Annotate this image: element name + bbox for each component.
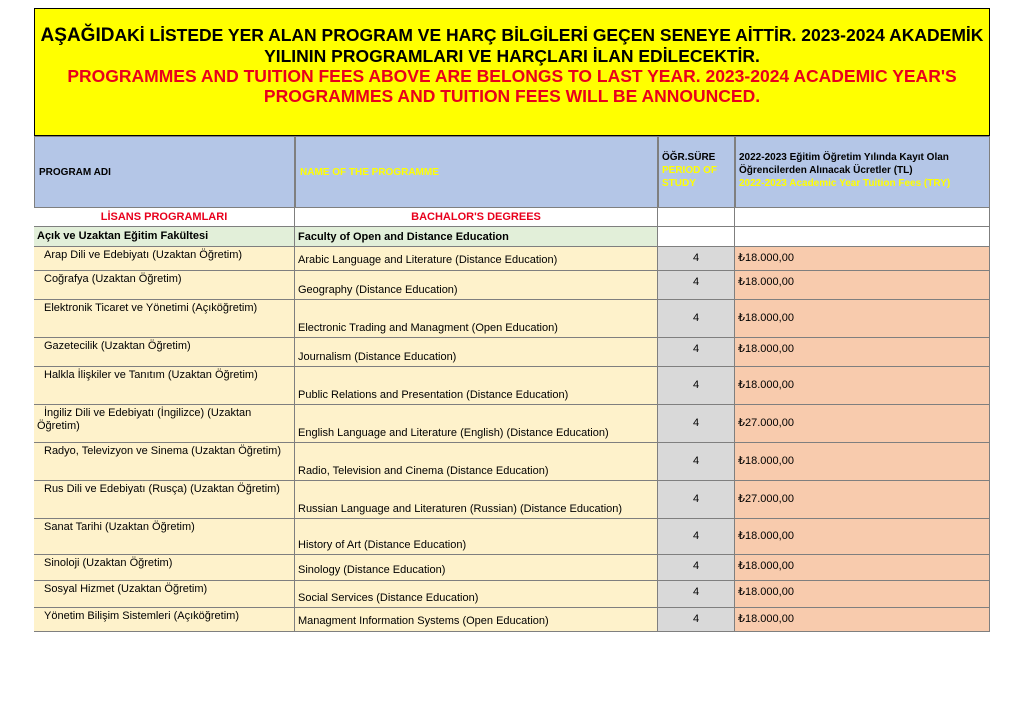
header-period-tr-label: ÖĞR.SÜRE xyxy=(662,152,716,163)
program-en-label: Public Relations and Presentation (Distance Education) xyxy=(298,389,569,401)
program-years-value: 4 xyxy=(692,530,700,542)
table-row-program-en xyxy=(295,367,658,405)
program-fee-value: ₺18.000,00 xyxy=(738,455,794,467)
program-tr-label: Sinoloji (Uzaktan Öğretim) xyxy=(44,557,173,569)
program-tr-label: Halkla İlişkiler ve Tanıtım (Uzaktan Öğretim) xyxy=(44,369,258,381)
table-row-fee xyxy=(735,338,990,367)
notice-turkish-lead: AŞAĞID xyxy=(40,25,115,46)
program-fee-value: ₺27.000,00 xyxy=(738,493,794,505)
table-row-period xyxy=(658,300,735,338)
program-tr-label: Rus Dili ve Edebiyatı (Rusça) (Uzaktan Öğretim) xyxy=(44,483,280,495)
program-fee-value: ₺18.000,00 xyxy=(738,613,794,625)
table-row-fee xyxy=(735,300,990,338)
program-tr-label: İngiliz Dili ve Edebiyatı (İngilizce) (Uzaktan Öğretim) xyxy=(37,407,252,432)
section-cell-tr xyxy=(34,208,295,227)
section-cell-period xyxy=(658,208,735,227)
table-row-program-en xyxy=(295,481,658,519)
faculty-cell-tr xyxy=(34,227,295,247)
header-program-en xyxy=(295,136,658,208)
table-row-fee xyxy=(735,247,990,271)
header-program-tr xyxy=(34,136,295,208)
table-row-fee xyxy=(735,481,990,519)
table-row-program-tr xyxy=(34,405,295,443)
table-row-fee xyxy=(735,367,990,405)
table-row-fee xyxy=(735,555,990,581)
program-tr-label: Coğrafya (Uzaktan Öğretim) xyxy=(44,273,182,285)
program-years-value: 4 xyxy=(692,493,700,505)
table-row-period xyxy=(658,555,735,581)
program-fee-value: ₺18.000,00 xyxy=(738,530,794,542)
table-row-period xyxy=(658,367,735,405)
program-years-value: 4 xyxy=(692,252,700,264)
faculty-cell-fee xyxy=(735,227,990,247)
table-row-program-en xyxy=(295,247,658,271)
program-fee-value: ₺18.000,00 xyxy=(738,560,794,572)
table-row-fee xyxy=(735,608,990,632)
program-en-label: Russian Language and Literaturen (Russian) (Distance Education) xyxy=(298,503,623,515)
notice-banner xyxy=(34,8,990,136)
section-cell-fee xyxy=(735,208,990,227)
program-en-label: Journalism (Distance Education) xyxy=(298,351,457,363)
table-row-program-en xyxy=(295,271,658,300)
program-en-label: Managment Information Systems (Open Education) xyxy=(298,615,549,627)
program-fee-value: ₺18.000,00 xyxy=(738,343,794,355)
table-row-program-en xyxy=(295,608,658,632)
program-years-value: 4 xyxy=(692,417,700,429)
table-row-period xyxy=(658,481,735,519)
program-fee-value: ₺27.000,00 xyxy=(738,417,794,429)
header-program-tr-label: PROGRAM ADI xyxy=(39,167,111,178)
header-fee-tr-label: 2022-2023 Eğitim Öğretim Yılında Kayıt Olan Öğrencilerden Alınacak Ücretler (TL) xyxy=(739,152,949,176)
program-en-label: Arabic Language and Literature (Distance Education) xyxy=(298,254,558,266)
program-years-value: 4 xyxy=(692,560,700,572)
program-tr-label: Sosyal Hizmet (Uzaktan Öğretim) xyxy=(44,583,208,595)
program-tr-label: Yönetim Bilişim Sistemleri (Açıköğretim) xyxy=(44,610,239,622)
table-row-fee xyxy=(735,271,990,300)
program-fee-value: ₺18.000,00 xyxy=(738,252,794,264)
table-row-fee xyxy=(735,519,990,555)
table-row-program-tr xyxy=(34,247,295,271)
program-years-value: 4 xyxy=(692,312,700,324)
faculty-en-label: Faculty of Open and Distance Education xyxy=(298,231,509,243)
table-row-period xyxy=(658,271,735,300)
table-row-program-tr xyxy=(34,581,295,608)
header-fee-en-label: 2022-2023 Academic Year Tuition Fees (TRY) xyxy=(739,178,951,189)
section-tr-label: LİSANS PROGRAMLARI xyxy=(100,211,228,223)
notice-english: PROGRAMMES AND TUITION FEES ABOVE ARE BELONGS TO LAST YEAR. 2023-2024 ACADEMIC YEAR'S PROGRAMMES AND TUITION FEES WILL BE ANNOUNCED. xyxy=(67,66,957,106)
program-en-label: Geography (Distance Education) xyxy=(298,284,458,296)
program-en-label: Sinology (Distance Education) xyxy=(298,564,446,576)
table-row-program-tr xyxy=(34,608,295,632)
table-row-period xyxy=(658,608,735,632)
table-row-period xyxy=(658,338,735,367)
program-tr-label: Elektronik Ticaret ve Yönetimi (Açıköğretim) xyxy=(44,302,258,314)
notice-turkish-rest: AKİ LİSTEDE YER ALAN PROGRAM VE HARÇ BİLGİLERİ GEÇEN SENEYE AİTTİR. 2023-2024 AKADEMİK YILININ PROGRAMLARI VE HARÇLARI İLAN EDİLECEKTİR. xyxy=(114,25,984,66)
faculty-tr-label: Açık ve Uzaktan Eğitim Fakültesi xyxy=(37,230,209,242)
table-row-program-tr xyxy=(34,338,295,367)
header-program-en-label: NAME OF THE PROGRAMME xyxy=(300,167,439,178)
header-period-en-label: PERIOD OF STUDY xyxy=(662,165,718,189)
table-row-program-tr xyxy=(34,555,295,581)
table-row-program-tr xyxy=(34,519,295,555)
table-row-fee xyxy=(735,405,990,443)
program-en-label: English Language and Literature (English) (Distance Education) xyxy=(298,427,609,439)
header-fee xyxy=(735,136,990,208)
table-row-period xyxy=(658,519,735,555)
table-row-program-tr xyxy=(34,443,295,481)
table-row-program-tr xyxy=(34,300,295,338)
program-tr-label: Sanat Tarihi (Uzaktan Öğretim) xyxy=(44,521,195,533)
table-row-program-en xyxy=(295,555,658,581)
program-years-value: 4 xyxy=(692,455,700,467)
program-years-value: 4 xyxy=(692,276,700,288)
table-row-program-en xyxy=(295,443,658,481)
program-tr-label: Gazetecilik (Uzaktan Öğretim) xyxy=(44,340,191,352)
table-row-program-en xyxy=(295,581,658,608)
program-tr-label: Radyo, Televizyon ve Sinema (Uzaktan Öğretim) xyxy=(44,445,282,457)
table-row-program-tr xyxy=(34,271,295,300)
table-row-period xyxy=(658,443,735,481)
table-row-program-tr xyxy=(34,481,295,519)
notice-turkish xyxy=(35,25,989,66)
header-period xyxy=(658,136,735,208)
table-row-program-tr xyxy=(34,367,295,405)
table-row-period xyxy=(658,405,735,443)
program-tr-label: Arap Dili ve Edebiyatı (Uzaktan Öğretim) xyxy=(44,249,243,261)
faculty-cell-period xyxy=(658,227,735,247)
program-years-value: 4 xyxy=(692,343,700,355)
table-row-program-en xyxy=(295,519,658,555)
program-en-label: Electronic Trading and Managment (Open Education) xyxy=(298,322,558,334)
table-row-fee xyxy=(735,443,990,481)
program-en-label: History of Art (Distance Education) xyxy=(298,539,467,551)
program-fee-value: ₺18.000,00 xyxy=(738,276,794,288)
program-fee-value: ₺18.000,00 xyxy=(738,586,794,598)
table-row-period xyxy=(658,581,735,608)
program-en-label: Radio, Television and Cinema (Distance Education) xyxy=(298,465,549,477)
program-years-value: 4 xyxy=(692,613,700,625)
program-fee-value: ₺18.000,00 xyxy=(738,379,794,391)
table-row-period xyxy=(658,247,735,271)
section-cell-en xyxy=(295,208,658,227)
faculty-cell-en xyxy=(295,227,658,247)
table-row-program-en xyxy=(295,300,658,338)
table-row-fee xyxy=(735,581,990,608)
program-years-value: 4 xyxy=(692,586,700,598)
program-fee-value: ₺18.000,00 xyxy=(738,312,794,324)
program-en-label: Social Services (Distance Education) xyxy=(298,592,479,604)
section-en-label: BACHALOR'S DEGREES xyxy=(411,211,541,223)
table-row-program-en xyxy=(295,405,658,443)
program-years-value: 4 xyxy=(692,379,700,391)
table-row-program-en xyxy=(295,338,658,367)
